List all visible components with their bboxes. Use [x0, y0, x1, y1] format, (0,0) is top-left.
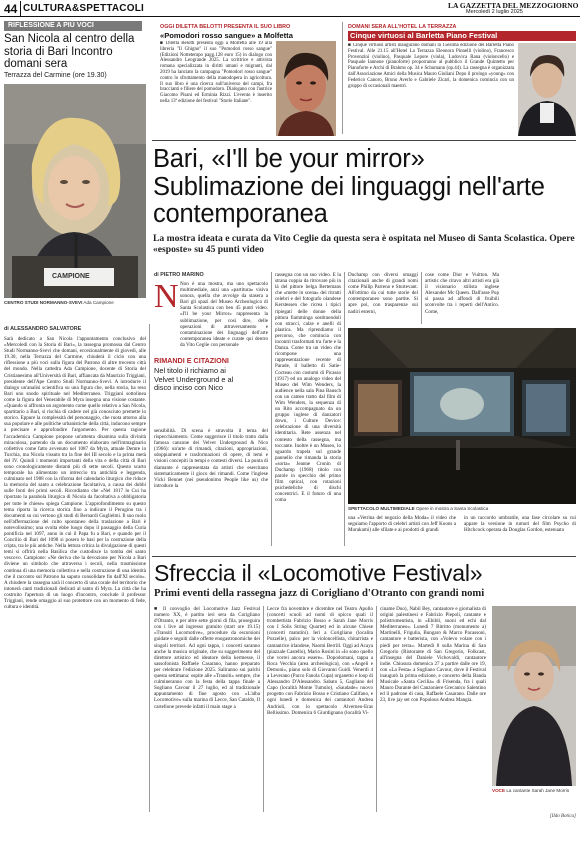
left-kicker: RIFLESSIONE A PIÙ VOCI [8, 22, 94, 29]
divider-mid-3 [421, 272, 422, 324]
campione-caption [4, 300, 150, 305]
rule-under-top-stories [152, 140, 576, 141]
campione-photo [4, 84, 146, 298]
piano-festival-photo [518, 43, 576, 136]
middle-body-top: Non è una mostra, ma uno spettacolo multimediale, anzi una «partitura» visiva sonora, quella che avvolge da stasera a Bari gli spazi del Museo Archeologico di Santa Scolastica con ben 45 punti video. «I'll be your Mirror» rappresenta la sublimazione, per così dire, delle operazioni di attraversamento e contaminazione dei linguaggi dell'arte contemporanea ideate e curate qui dentro da Vito Ceglie con personale [180, 281, 268, 348]
newspaper-name: LA GAZZETTA DEL MEZZOGIORNO [448, 1, 579, 10]
right-col-d: una «Vetrina del negozio della Moda» il video che seguiamo l'apporto di celebri artisti con Jeff Koons a Murakami) alle sfilate e ai prodotti di grandi [348, 515, 456, 534]
right-col-a: rassegna con un suo video. E la strana coppia da ritrovare più in là del pittore belga Bertemans che «mette in scena» dei ritratti celebri e del fotografo olandese Kerstessen che ricrea i tipici ripiegati delle donne della pittura fiamminga sostituendoli con stracci, calze e anelli di plastica. Ma riprendiamo il percorso, che comincia con incontri trasformati tra l'arte e la Danza. Come tra un video che ricompone una rappresentazione recente di Parade, il balletto di Satie-Cocteau con costumi di Picasso (1917) ed un analogo video del Museo del Wim Wenders, la audience nella sala Pina Bausch con un cameo tratto dal film di Wim Wenders, la sequenza di un Rito accompagnato da un gruppo inglese di danzatori down, i Culture Device: celebrazione di una diversità identitaria. Rete assenza nel contesto della rassegna, ma toccante. Inoltre è un Museo, lo sguardo trapela sul grande pannello che rimanda la storia «sorta» Jeanne Cronin di Duchamp (1968) titolo con parole in specchio del primo film optical, con rotazioni psichedeliche di dischi concentrici. E il futuro di una coma [275, 272, 341, 504]
exhibition-photo [348, 328, 576, 504]
mid-top-body: ■ Diletta Belotti presenta oggi a Molfetta alle 19 alla libreria "Il Ghigno" il suo "Pomodori rosso sangue" (Edizioni Nottetempo pagg.128 euro 15) in dialogo con Alessandro Leogrande 2025. La scrittrice e attivista romana specializzata in diritti umani e migranti, dal 2019 ha lanciato la campagna "Pomodori rosso sangue" contro lo sfruttamento della manodopera in agricoltura. Il suo libro è una ricerca sull'universo del campi, fra braccianti e filiere del pomodoro. Dialogano con l'autrice Giacomo Pisani ed Erminia Rizzi. L'evento è inserito nella 13ª edizione del festival "Storie Italiane". [160, 41, 272, 104]
left-box-subtitle: Terrazza del Carmine (ore 19.30) [4, 72, 107, 79]
morris-caption [492, 788, 576, 793]
left-article-body: Sarà dedicato a San Nicola l'appuntamento conclusivo del «Mercoledì con la Storia di Bari», la rassegna promossa dal Centro Studi Normanno-Svevi che domani, eccezionalmente di giovedì, alle 19.30, nella Terrazza del Carmine, chiuderà il ciclo con una riflessione a più voci sulla figura del Patrono di altre trecento città del mondo. Nella cattedra Ada Campione, docente di Storia del Cristianesimo all'Università di Bari, affiancata da Maurizio Triggiani, presidente dell'Ape Centro Studi Normanno-Svevi. A introdurre il dialogo un'analisi scientifica su una figura che, nella storia, ha reso Bari uno snodo spirituale nel Mediterraneo. Triggiani sottolinea come la figura del Venerabile di Myra insegna una visione costante. «Quando si affronta un argomento come quello relativo a San Nicola, spartitario a Bari, si rischia di cadere nel già conosciuto premette lo storico. Eppure la complessità del personaggio, che ruota attorno alla sua popolare e alle politiche urbanistiche della città, inducono sempre a precisare e approfondire l'argomento. Per questa ragione l'accademica Campione propone un'attenta disamina sulla divinità miracolosa, partendo da un documento elaborato nell'immaginario collettivo come fatto avvenuto nel 1087 da Myra, attuale Demre in Turchia, ma Nicola vissuto tra la fine del III secolo e la prima metà del IV. Quindi i momenti importanti della vita e della città di Bari sono cronologicamente distanti più di sette secoli. Questo scarto temporale ha alimentato un intreccio tra antichità e leggenda, culminato nel 1988 con la riforma del calendario liturgico che riduce la memoria del santo a celebrazione facoltativa, a causa dei dubbi sulle fonti dei primi secoli. Ricordiamo che «Nel 1817 lo Cui ha riportato la parabola liturgica di Nicola da facoltativa a obbligatoria per tutte le chiese» spiega Campione. L'approfondimento su questo tema riporta la ricerca storica fino a indicare il Perugino tra i documenti su cui vertono gli studi di Bernardi Guglielmi. Il suo ruolo nell'affermazione del culto spontaneo della traslazione a Bari è notevolissimo; una svolta ebbe luogo dopo il passaggio della Curia pontificia nel 1097, anno in cui il Papa fu a Bari, e quando per il Concilio di Bari del 1098 si posero le basi per la costruzione della cripta, tra le più antiche. Nella lettura critica la divulgazione di questi temi si offrirà nella Basilica che custodisce la tomba del santo vescovo. Campione: «Ne deriva che la devozione per Nicola a Bari diviene un simbolo che attraversa i secoli, nella trasmissione continua di una memoria collettiva e nella costruzione di una identità che il racconto sul Patrono ha saputo consolidare fin dall'XI secolo». A chiudere la rassegna sarà il concerto di una corale del territorio che intonerà canti tradizionali dedicati al santo di Myra. La città che ha costruito l'apertura di un luogo d'incontro, conclude il professor Triggiani, rende omaggio al suo protettore con un momento di fede, cultura e identità. [4, 336, 146, 611]
middle-body-bottom: sensibilità. Di scena è stravolta il tema del rispecchiamento. Come suggerisce il titolo tratto dalla famosa canzone dei Velvet Underground & Nico (1966): un'arte di rimandi, citazioni, appropriazioni, sdoppiamenti e trasformazioni di opere, di temi e visioni concepiti in tempi e contesti diversi. La punta di diamante è rappresentata da artisti che esercitano sistematicamente il gioco dei rimandi. Come l'inglese Vicki Bennet (nei pseudonimo People like us) che introduce la [154, 428, 268, 489]
header-divider [20, 1, 21, 16]
right-col-b: Duchamp con diversi omaggi citazionali anche di grandi nomi come Philip Parreno e Sturtevant. All'ottimo da cui tutte storie del contemporaneo sono partite. Si apre poi, con trasparenze sui nadiri esterni, [348, 272, 418, 315]
middle-byline: di PIETRO MARINO [154, 272, 204, 278]
piano-festival-photo-art [518, 43, 576, 136]
jazz-signature: [Ildo Botica] [549, 814, 576, 819]
nameplate-text: CAMPIONE [52, 273, 90, 280]
jazz-col-2: Lecce fra novembre e dicembre nel Teatro Apollo (concerti scuoli ad nomi di spicco quali il trombettista Fabrizio Bosso e Sarah Jane Morris con I Solis String Quartet) ed in alcune Chiese (concerti matutini). Ieri a Corigliano (localita Pozzelle), palco per la violoncellista, chitarrista e cantautrice irlandese, Naomi Berrill. Oggi ad Acaya (piazzale Castello), Mario Rosini in «Io sono quello che vorrei ancora essere». Dopodomani, tappa a Roca Vecchia (area archeologica), con «Angeli e Demoni», piano solo di Giovanni Guidi. Venerdì 4 a Leverano (Parco Fanola Cupa) organetto e loop di Alessandro D'Alessandro. Sabato 5, Gagliano del Capo (località Monte Tumulo), «Saudade» nuovo progetto con Fabrizio Bosso e Cristiano Califano, e ogni lunedì e domenica dei cantautori Andrea Andrioli, con lo spettacolo Alverneo-Eras Bellissimo. Domenica 6 Giurdignano (località Vi- [267, 606, 373, 716]
campione-caption-label: CENTRO STUDI NORMANNO-SVEVI [4, 300, 83, 305]
divider-top-1 [342, 22, 343, 134]
divider-jazz-1 [263, 606, 264, 812]
morris-photo [492, 606, 576, 786]
divider-mid-2 [344, 272, 345, 546]
pull-quote-kicker: RIMANDI E CITAZIONI [154, 356, 229, 365]
divider-left [149, 324, 150, 812]
page-header [0, 0, 580, 17]
campione-photo-art [4, 84, 146, 298]
right-top-title: Cinque virtuosi al Barletta Piano Festival [348, 31, 576, 41]
divider-jazz-2 [376, 606, 377, 812]
belotti-photo-art [276, 41, 336, 136]
right-col-e: in un raccordo umbratile, una fase circolare su cui appare la versione in rumori del film Psycho di Hitchcock operata da Douglas Gordon, estenuata [464, 515, 576, 534]
right-top-kicker: DOMANI SERA ALL'HOTEL LA TERRAZZA [348, 24, 457, 30]
campione-caption-name: Ada Campione [83, 300, 114, 305]
morris-caption-label: VOCE [492, 788, 506, 793]
jazz-headline: Sfreccia il «Locomotive Festival» [154, 560, 483, 586]
morris-caption-text: La cantante Sarah Jane Morris [506, 788, 570, 793]
drop-cap: N [154, 278, 179, 315]
belotti-photo [276, 41, 336, 136]
mid-top-kicker: OGGI DILETTA BELOTTI PRESENTA IL SUO LIBRO [160, 24, 291, 30]
left-kicker-bar [4, 21, 142, 31]
right-top-body: ■ Cinque virtuosi artisti inaugurano domani la 15esima edizione del Barletta Piano Festival. Alle 21.15 all'Hotel La Terrazza Eleonora Pinnelli (violino), Francesco Provenzini (violino), Pasquale Lepore (viola), Ludovica Rana (violoncello) e Pasquale Iannone (pianoforte) proporranno al pubblico il Grande Quintetto per Pianoforte e Archi di Brahms op. 34 e Schumann (op.44). La rassegna è organizzata dall'Associazione Amici della Musica Mauro Giuliani Dopo il prologo «young» con Federico Canoro, Bruno Averlo e Gabriele Zicari, la domenica comincia con un gruppo di occasionali maestri. [348, 43, 514, 89]
mid-top-title: «Pomodori rosso sangue» a Molfetta [160, 31, 293, 40]
jazz-col-1: ■ Il convoglio del Locomotive Jazz Festival numero XX, è partito ieri sera da Corigliano d'Otranto, e per altre sette giorni di fila, proseguira con i live ad ingresso gratuito (start ore 19.15) «Transiti Locomotive», procedure da escursioni guidate e seguiti dalle offerte enogastronomiche dei singoli territori. Ad ogni tappa, i concerti saranno anche la musica originale, che su suggerimento del direttore artistico ed ideatore della kermesse, il sassofonista Raffaele Casarano, hanno preparato per celebrare l'edizione 2025. Saliranno sui palchi questa settimana: ospite alle «Transiti» sempre, che culmineranno con la festa della tappa finale a Sogliano Cavour il 27 luglio, ed al tradizionale appuntamento di fine agosto con «L'alba Locomotive» sulla marina di Lecce, San Cataldo, Il cartellone prevede infatti il main stage a [154, 606, 260, 710]
left-byline: di ALESSANDRO SALVATORE [4, 326, 82, 332]
main-headline: Bari, «I'll be your mirror» Sublimazione dei linguaggi nell'arte contemporanea [153, 145, 545, 228]
divider-mid-1 [271, 272, 272, 546]
page-number: 44 [4, 2, 18, 16]
jazz-col-3: ciname Duo), Nabil Bey, cantautore e giornalista di origini palestinesi e Fabrizio Piepoli, cantante e polistrumentista, in «Ebibli, suoni ed echi dal Mediterraneo». Lunedì 7 Bitritto (monumento a) Martinelli, Frigulia, Bungaro & Marco Pacassoni, cantautore e batterista, con «Volevo volare con i piedi per terra». Martedì 8 sulla Marina di San Gregorio (Ristorante di San Gregorio, Folkcast, all'insegna del Daniele Vichovaldi, cantautore indie. Chiusura domenica 27 a partire dalle ore 19, con «La Festa» a Sogliano Cavour, dove il Festival inaugurò la prima edizione, e concerto della Banda Musicale «Santa Cecilia» di Frisenda, fra i quali Mauro Durante del Canzoniere Grecanico Salentino ed il padrone di casa, Raffaele Casarano. Dalle ore 23, live jay set con Populous Andrea Mangia. [380, 606, 486, 704]
section-title: CULTURA&SPETTACOLI [23, 3, 144, 14]
issue-date: Mercoledì 2 luglio 2025 [466, 9, 523, 15]
pull-quote: Nel titolo il richiamo ai Velvet Underground e al disco inciso con Nico [154, 366, 234, 393]
exhibition-caption [348, 506, 576, 511]
exhibition-photo-art [348, 328, 576, 504]
rule-above-jazz [152, 556, 576, 557]
right-col-c: cose come Dior e Vuitton. Ma artistic che citavo altri artisti era già il visionario stilista inglese Alexander Mc Queen. Dall'asse Pop si passa ad affondi di fruibili sconvolte tra i reperti dell'Antico. Come, [425, 272, 499, 315]
morris-photo-art [492, 606, 576, 786]
left-box-title: San Nicola al centro della storia di Bari Incontro domani sera [4, 33, 135, 70]
exhibition-caption-label: SPETTACOLO MULTIMEDIALE [348, 506, 415, 511]
jazz-subheadline: Primi eventi della rassegna jazz di Corigliano d'Otranto con grandi nomi [154, 588, 485, 599]
pull-quote-box [154, 356, 234, 426]
exhibition-caption-text: Opere in mostra a Santa Scolastica [415, 506, 489, 511]
main-subheadline: La mostra ideata e curata da Vito Ceglie da questa sera è ospitata nel Museo di Santa Scolastica. Opere «esposte» su 45 punti video [153, 233, 575, 255]
